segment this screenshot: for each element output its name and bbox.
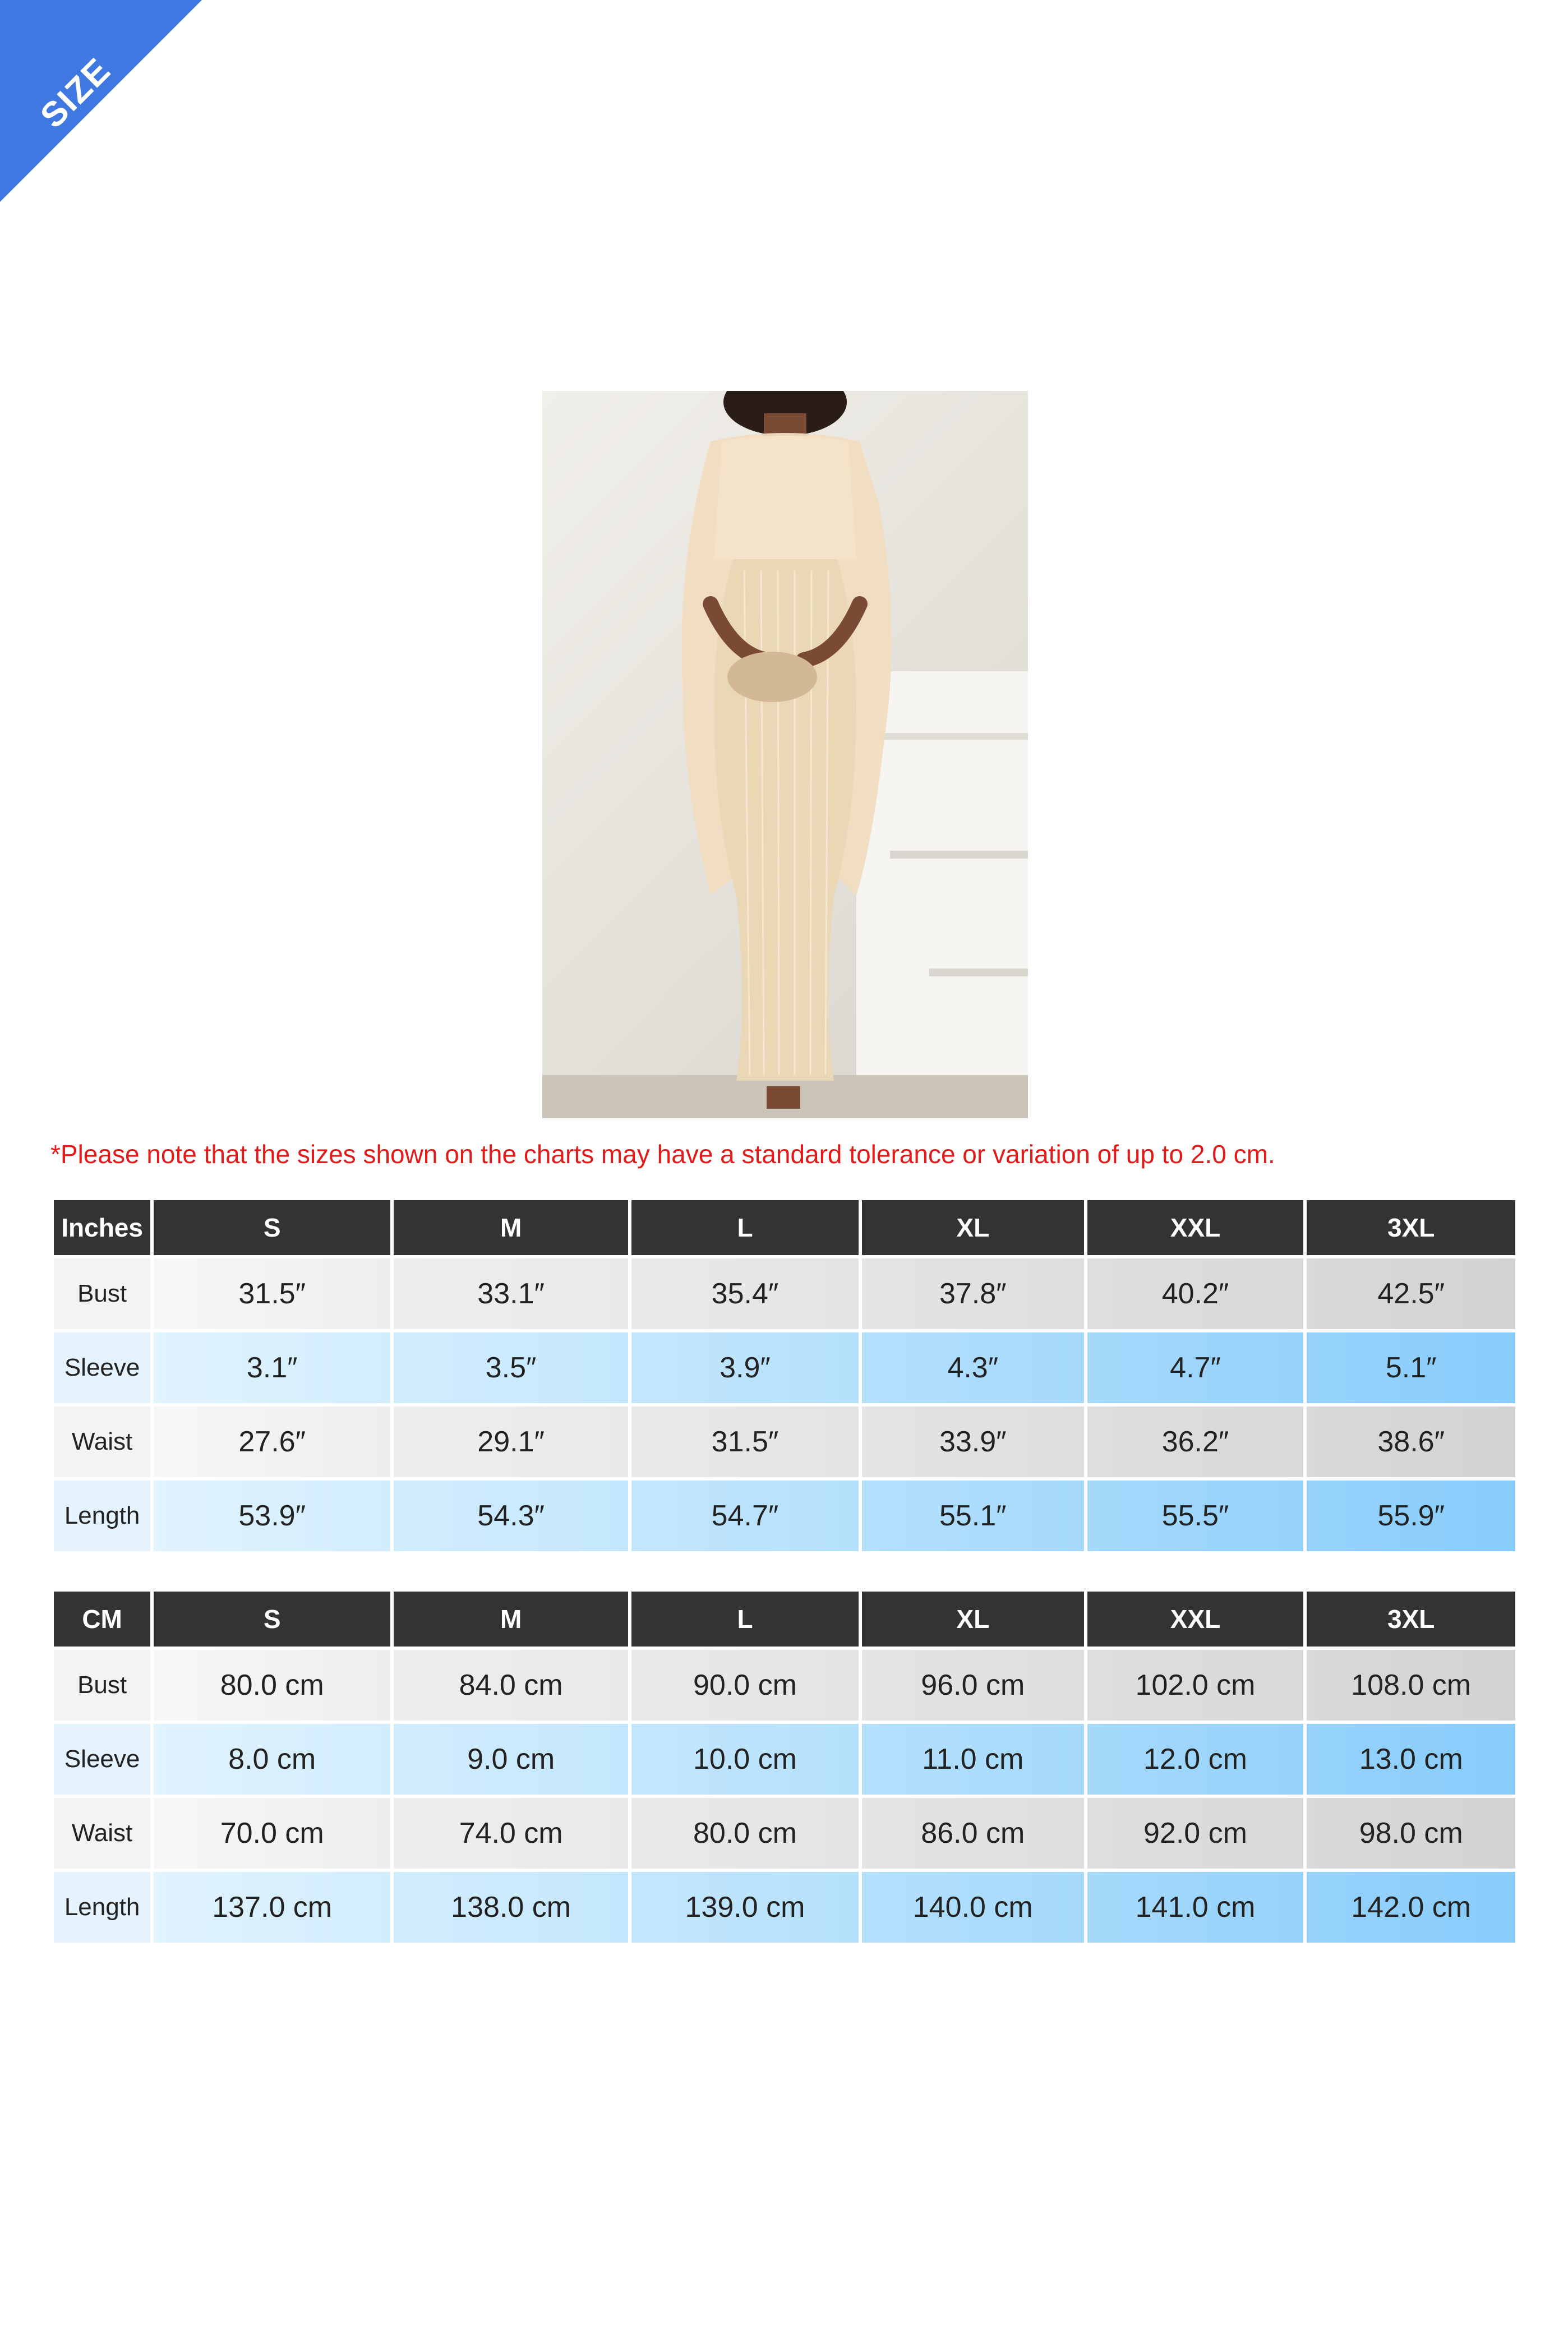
table-cell: 53.9″ <box>154 1481 390 1551</box>
table-cell: 90.0 cm <box>631 1650 859 1721</box>
table-cell: 27.6″ <box>154 1406 390 1477</box>
table-cell: 8.0 cm <box>154 1724 390 1795</box>
size-header-m: M <box>394 1200 628 1255</box>
table-cell: 55.5″ <box>1087 1481 1304 1551</box>
table-row <box>54 1724 1515 1795</box>
table-cell: 13.0 cm <box>1307 1724 1515 1795</box>
size-header-s: S <box>154 1200 390 1255</box>
unit-header: CM <box>54 1592 150 1647</box>
table-row <box>54 1798 1515 1869</box>
table-cell: 40.2″ <box>1087 1258 1304 1329</box>
table-cell: 4.7″ <box>1087 1332 1304 1403</box>
table-header-row <box>54 1200 1515 1255</box>
table-cell: 35.4″ <box>631 1258 859 1329</box>
size-chart-badge-label: SIZE CHART <box>33 50 163 180</box>
table-cell: 142.0 cm <box>1307 1872 1515 1943</box>
size-header-3xl: 3XL <box>1307 1592 1515 1647</box>
size-header-xl: XL <box>862 1592 1084 1647</box>
table-cell: 5.1″ <box>1307 1332 1515 1403</box>
table-cell: 80.0 cm <box>154 1650 390 1721</box>
table-cell: 54.7″ <box>631 1481 859 1551</box>
row-label-sleeve: Sleeve <box>54 1332 150 1403</box>
table-cell: 55.9″ <box>1307 1481 1515 1551</box>
size-header-l: L <box>631 1592 859 1647</box>
table-cell: 92.0 cm <box>1087 1798 1304 1869</box>
table-cell: 10.0 cm <box>631 1724 859 1795</box>
size-header-xxl: XXL <box>1087 1200 1304 1255</box>
table-cell: 29.1″ <box>394 1406 628 1477</box>
table-cell: 3.9″ <box>631 1332 859 1403</box>
table-cell: 84.0 cm <box>394 1650 628 1721</box>
table-cell: 98.0 cm <box>1307 1798 1515 1869</box>
row-label-length: Length <box>54 1872 150 1943</box>
inches-size-table <box>50 1197 1519 1555</box>
table-cell: 74.0 cm <box>394 1798 628 1869</box>
row-label-bust: Bust <box>54 1258 150 1329</box>
table-header-row <box>54 1592 1515 1647</box>
table-row <box>54 1872 1515 1943</box>
table-cell: 54.3″ <box>394 1481 628 1551</box>
table-row <box>54 1650 1515 1721</box>
cm-size-table <box>50 1588 1519 1946</box>
size-chart-badge <box>0 0 236 236</box>
table-cell: 33.1″ <box>394 1258 628 1329</box>
table-cell: 102.0 cm <box>1087 1650 1304 1721</box>
size-tolerance-note: *Please note that the sizes shown on the charts may have a standard tolerance or variation of up to 2.0 cm. <box>50 1140 1275 1169</box>
table-cell: 12.0 cm <box>1087 1724 1304 1795</box>
size-header-xl: XL <box>862 1200 1084 1255</box>
model-dress-illustration <box>542 391 1028 1118</box>
row-label-sleeve: Sleeve <box>54 1724 150 1795</box>
table-cell: 96.0 cm <box>862 1650 1084 1721</box>
table-cell: 140.0 cm <box>862 1872 1084 1943</box>
size-header-m: M <box>394 1592 628 1647</box>
table-cell: 80.0 cm <box>631 1798 859 1869</box>
table-cell: 138.0 cm <box>394 1872 628 1943</box>
table-row <box>54 1258 1515 1329</box>
table-cell: 108.0 cm <box>1307 1650 1515 1721</box>
table-cell: 3.5″ <box>394 1332 628 1403</box>
table-cell: 137.0 cm <box>154 1872 390 1943</box>
row-label-length: Length <box>54 1481 150 1551</box>
table-cell: 4.3″ <box>862 1332 1084 1403</box>
table-cell: 42.5″ <box>1307 1258 1515 1329</box>
table-cell: 31.5″ <box>154 1258 390 1329</box>
table-cell: 31.5″ <box>631 1406 859 1477</box>
row-label-waist: Waist <box>54 1798 150 1869</box>
size-header-s: S <box>154 1592 390 1647</box>
row-label-bust: Bust <box>54 1650 150 1721</box>
product-photo <box>542 391 1028 1118</box>
size-header-xxl: XXL <box>1087 1592 1304 1647</box>
table-cell: 86.0 cm <box>862 1798 1084 1869</box>
table-cell: 38.6″ <box>1307 1406 1515 1477</box>
table-row <box>54 1481 1515 1551</box>
size-header-3xl: 3XL <box>1307 1200 1515 1255</box>
table-row <box>54 1406 1515 1477</box>
table-cell: 33.9″ <box>862 1406 1084 1477</box>
table-cell: 3.1″ <box>154 1332 390 1403</box>
row-label-waist: Waist <box>54 1406 150 1477</box>
table-cell: 141.0 cm <box>1087 1872 1304 1943</box>
table-cell: 11.0 cm <box>862 1724 1084 1795</box>
unit-header: Inches <box>54 1200 150 1255</box>
table-cell: 36.2″ <box>1087 1406 1304 1477</box>
table-cell: 139.0 cm <box>631 1872 859 1943</box>
table-row <box>54 1332 1515 1403</box>
table-cell: 37.8″ <box>862 1258 1084 1329</box>
table-cell: 9.0 cm <box>394 1724 628 1795</box>
table-cell: 70.0 cm <box>154 1798 390 1869</box>
size-header-l: L <box>631 1200 859 1255</box>
table-cell: 55.1″ <box>862 1481 1084 1551</box>
